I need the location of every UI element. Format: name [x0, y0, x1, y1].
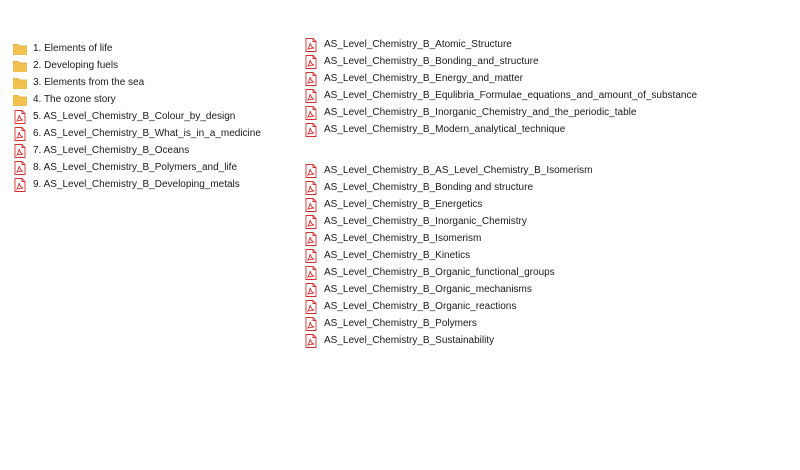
pdf-icon — [12, 126, 28, 142]
pdf-icon — [303, 299, 319, 315]
pdf-icon — [303, 54, 319, 70]
folder-item[interactable] — [12, 74, 292, 91]
pdf-file-item[interactable] — [303, 36, 783, 53]
pdf-file-item[interactable] — [303, 247, 783, 264]
file-label: AS_Level_Chemistry_B_Bonding and structure — [324, 182, 534, 193]
pdf-icon — [303, 248, 319, 264]
left-file-list — [12, 40, 292, 193]
pdf-file-item[interactable] — [303, 315, 783, 332]
right-file-list-top — [303, 36, 783, 138]
pdf-file-item[interactable] — [303, 53, 783, 70]
file-label: AS_Level_Chemistry_B_Kinetics — [324, 250, 471, 261]
file-label: AS_Level_Chemistry_B_Inorganic_Chemistry — [324, 216, 527, 227]
pdf-icon — [303, 197, 319, 213]
folder-icon — [12, 75, 28, 91]
pdf-icon — [303, 282, 319, 298]
file-label: 3. Elements from the sea — [33, 77, 145, 88]
folder-icon — [12, 58, 28, 74]
pdf-icon — [303, 122, 319, 138]
right-file-list-bottom — [303, 162, 783, 349]
folder-item[interactable] — [12, 57, 292, 74]
pdf-file-item[interactable] — [12, 125, 292, 142]
pdf-file-item[interactable] — [303, 179, 783, 196]
pdf-file-item[interactable] — [303, 298, 783, 315]
pdf-file-item[interactable] — [303, 230, 783, 247]
file-label: 2. Developing fuels — [33, 60, 119, 71]
file-label: AS_Level_Chemistry_B_Equlibria_Formulae_equations_and_amount_of_substance — [324, 90, 698, 101]
pdf-file-item[interactable] — [303, 281, 783, 298]
pdf-icon — [303, 180, 319, 196]
pdf-file-item[interactable] — [12, 108, 292, 125]
file-label: 6. AS_Level_Chemistry_B_What_is_in_a_medicine — [33, 128, 261, 139]
pdf-icon — [303, 316, 319, 332]
file-label: 4. The ozone story — [33, 94, 116, 105]
pdf-file-item[interactable] — [12, 159, 292, 176]
file-label: AS_Level_Chemistry_B_Modern_analytical_technique — [324, 124, 566, 135]
pdf-file-item[interactable] — [303, 104, 783, 121]
pdf-icon — [303, 163, 319, 179]
pdf-file-item[interactable] — [303, 196, 783, 213]
folder-icon — [12, 41, 28, 57]
folder-item[interactable] — [12, 40, 292, 57]
file-label: AS_Level_Chemistry_B_Isomerism — [324, 233, 482, 244]
pdf-icon — [303, 265, 319, 281]
file-label: AS_Level_Chemistry_B_Organic_functional_groups — [324, 267, 555, 278]
pdf-file-item[interactable] — [303, 70, 783, 87]
pdf-file-item[interactable] — [12, 142, 292, 159]
pdf-file-item[interactable] — [303, 264, 783, 281]
pdf-icon — [303, 105, 319, 121]
pdf-icon — [12, 177, 28, 193]
pdf-icon — [12, 109, 28, 125]
pdf-file-item[interactable] — [303, 162, 783, 179]
file-label: 7. AS_Level_Chemistry_B_Oceans — [33, 145, 190, 156]
file-label: AS_Level_Chemistry_B_AS_Level_Chemistry_B_Isomerism — [324, 165, 593, 176]
pdf-icon — [12, 143, 28, 159]
file-label: AS_Level_Chemistry_B_Organic_reactions — [324, 301, 517, 312]
file-label: 9. AS_Level_Chemistry_B_Developing_metals — [33, 179, 240, 190]
pdf-icon — [303, 231, 319, 247]
file-label: AS_Level_Chemistry_B_Energy_and_matter — [324, 73, 523, 84]
pdf-icon — [303, 214, 319, 230]
pdf-icon — [303, 333, 319, 349]
pdf-icon — [303, 88, 319, 104]
file-label: AS_Level_Chemistry_B_Atomic_Structure — [324, 39, 512, 50]
folder-icon — [12, 92, 28, 108]
pdf-file-item[interactable] — [303, 87, 783, 104]
pdf-file-item[interactable] — [12, 176, 292, 193]
file-label: AS_Level_Chemistry_B_Polymers — [324, 318, 477, 329]
pdf-icon — [303, 37, 319, 53]
pdf-icon — [303, 71, 319, 87]
file-label: AS_Level_Chemistry_B_Sustainability — [324, 335, 495, 346]
folder-item[interactable] — [12, 91, 292, 108]
pdf-file-item[interactable] — [303, 213, 783, 230]
pdf-icon — [12, 160, 28, 176]
file-label: AS_Level_Chemistry_B_Inorganic_Chemistry_and_the_periodic_table — [324, 107, 637, 118]
file-label: AS_Level_Chemistry_B_Energetics — [324, 199, 483, 210]
file-label: 5. AS_Level_Chemistry_B_Colour_by_design — [33, 111, 236, 122]
file-label: AS_Level_Chemistry_B_Organic_mechanisms — [324, 284, 532, 295]
file-label: 8. AS_Level_Chemistry_B_Polymers_and_life — [33, 162, 237, 173]
file-label: 1. Elements of life — [33, 43, 113, 54]
pdf-file-item[interactable] — [303, 332, 783, 349]
pdf-file-item[interactable] — [303, 121, 783, 138]
file-label: AS_Level_Chemistry_B_Bonding_and_structure — [324, 56, 539, 67]
